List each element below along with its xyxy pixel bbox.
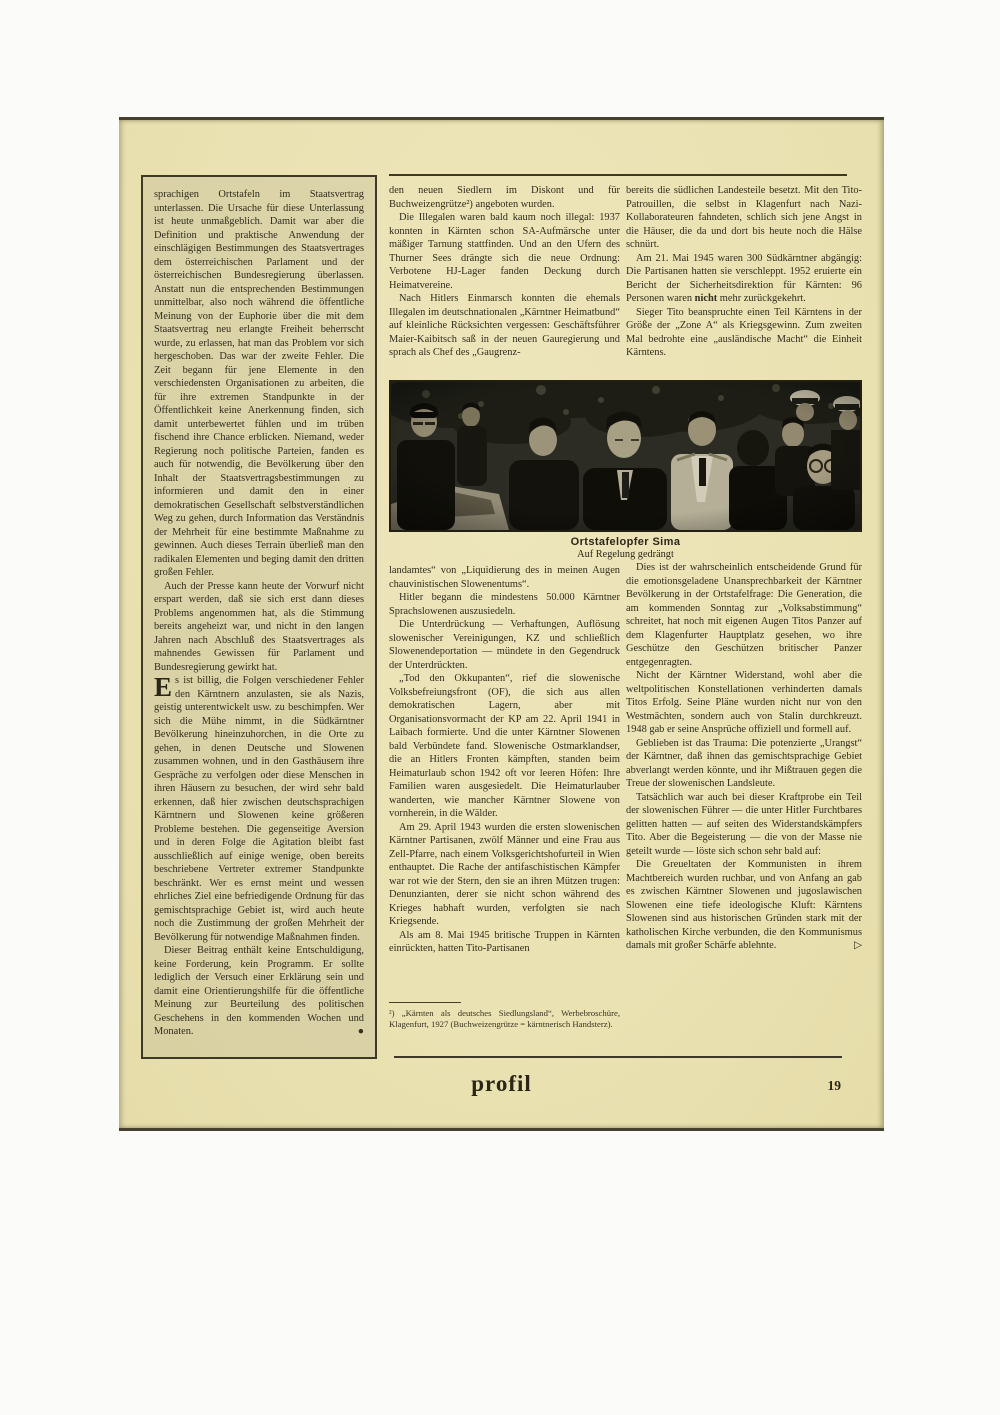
paragraph: Die Greueltaten der Kommunisten in ihrem Machtbereich wurden ruchbar, und von Anfang an gab es zwischen Kärntner Slowenen und jugoslawischen Slowenen eine tiefe ideologische Kluft: Kärntens Slowenen sind aus historischen Gründen stark mit der katholischen Kirche verbunden, die den Kommunismus damals mit großer Schärfe ablehnte. ▷ (626, 859, 862, 951)
middle-column-upper (389, 184, 620, 360)
boxed-article-column (141, 175, 377, 1059)
paragraph: Dieser Beitrag enthält keine Entschuldigung, keine Forderung, kein Programm. Er sollte lediglich der Versuch einer Erklärung sein und damit eine Orientierungshilfe für die öffentliche Meinung zur Beurteilung des politischen Geschehens in den kommenden Wochen und Monaten. ● (154, 945, 364, 1037)
paragraph: den neuen Siedlern im Diskont und für Buchweizengrütze²) angeboten wurden. (389, 185, 620, 210)
paragraph: Es ist billig, die Folgen verschiedener Fehler den Kärntnern anzulasten, sie als Nazis, geistig unterentwickelt usw. zu beschimpfen. Wer sich die Mühe nimmt, in die Südkärntner Bevölkerung hineinzuhorchen, in die Orte zu gehen, in denen Deutsche und Slowenen zusammen wohnen, und in den Gasthäusern ihre Gespräche zu verfolgen oder diese Menschen in ihren Häusern zu besuchen, der wird sehr bald erkennen, daß hier zwischen deutschsprachigen Kärntnern und Slowenen keine größeren Probleme bestehen. Die gegenseitige Aversion und in deren Folge die Agitation bleibt fast ausschließlich auf einige wenige, oben bereits beschriebene Vertreter extremer Standpunkte beschränkt. Wer es ernst meint und wessen ehrliches Ziel eine befriedigende Ordnung für das gemischtsprachige Gebiet ist, wird auch heute noch die Zustimmung der großen Mehrheit der Bevölkerung für notwendige Maßnahmen finden. (154, 672, 364, 943)
right-column-upper (626, 184, 862, 360)
paragraph: „Tod den Okkupanten“, rief die slowenische Volksbefreiungsfront (OF), die sich aus allen demokratischen Lagern, aber mit Organisationsvormacht der KP am 22. April 1941 in Laibach formierte. Und die unter Kärntner Slowenen bald Verbündete fand. Slowenische Ostmarklandser, die an Hitlers Fronten kämpften, standen beim Heimaturlaub schon 1942 oft vor leeren Höfen: Ihre Familien waren ausgesiedelt. Die Heimaturlauber wanderten, wie mancher Kärntner Slowene von vornherein, in die Wälder. (389, 673, 620, 819)
paragraph-end-mark: ▷ (854, 940, 862, 951)
middle-column-lower (389, 564, 620, 996)
paragraph: Die Illegalen waren bald kaum noch illegal: 1937 konnten in Kärnten schon SA-Aufmärsche unter mäßiger Tarnung stattfinden. Und an den Ufern des Thurner Sees drängte sich die neue Ordnung: Verbotene HJ-Lager fanden Deckung durch Heimatvereine. (389, 212, 620, 291)
crowd-photo-art (391, 382, 860, 530)
paragraph: landamtes“ von „Liquidierung des in meinen Augen chauvinistischen Slowenentums“. (389, 565, 620, 590)
right-column-lower (626, 561, 862, 1053)
paragraph: sprachigen Ortstafeln im Staatsvertrag unterlassen. Die Ursache für diese Unterlassung ist heute unmaßgeblich. Damit war aber die Definition und praktische Anwendung der einschlägigen Bestimmungen des Staatsvertrages dem österreichischen Parlament und der österreichischen Bundesregierung überlassen. Anstatt nun die entsprechenden Bestimmungen unmittelbar, also noch während die öffentliche Meinung von der Euphorie über die mit dem Staatsvertrag neu erlangte Freiheit beherrscht wurde, zu erlassen, hat man das Problem vor sich hergeschoben. Das war der zweite Fehler. Die Zeit begann für jene Elemente in den verschiedensten Organisationen zu arbeiten, die für ihre extremen Standpunkte in der Öffentlichkeit keine Anerkennung finden, sich damit unterbewertet fühlen und im trüben fischend ihre Chance erblicken. Niemand, weder Regierung noch politische Parteien, fanden es auch für notwendig, die Bevölkerung über den Inhalt der Staatsvertragsbestimmungen zu informieren und damit den in einer demokratischen Gesellschaft selbstverständlichen Weg zu gehen, durch Information das Verständnis der Mehrheit für eine bestimmte Maßnahme zu gewinnen. Auch dieses Terrain überließ man den radikalen Elementen und beging damit den dritten großen Fehler. (154, 189, 364, 578)
paragraph: Als am 8. Mai 1945 britische Truppen in Kärnten einrückten, hatten Tito-Partisanen (389, 929, 620, 954)
page-number: 19 (827, 1078, 841, 1093)
paragraph: Tatsächlich war auch bei dieser Kraftprobe ein Teil der slowenischen Führer — die unter Hitler Furchtbares gelitten hatten — auf seiten des Widerstandskämpfers Tito. Aber die Begeisterung — die von der Masse nie geteilt wurde — löste sich schon sehr bald auf: (626, 791, 862, 857)
footnote-divider (389, 1002, 461, 1003)
crowd-photo (389, 380, 862, 532)
drop-cap: E (154, 672, 173, 702)
magazine-logo: profil (471, 1071, 532, 1096)
paragraph: bereits die südlichen Landesteile besetzt. Mit den Tito-Patrouillen, die selbst in Klagenfurt nach Nazi-Kollaborateuren fahndeten, schlich sich jene Angst in die Häuser, die da und dort bis heute noch die Hälse schnürt. (626, 185, 862, 250)
paragraph: Auch der Presse kann heute der Vorwurf nicht erspart werden, daß sie sich erst dann dieses Problems angenommen hat, als die Stimmung bereits angeheizt war, und nicht in den langen Jahren nach Abschluß des Staatsvertrages als mahnendes Gewissen für Parlament und Bundesregierung gewirkt hat. (154, 580, 364, 673)
paragraph: Nach Hitlers Einmarsch konnten die ehemals Illegalen im deutschnationalen „Kärntner Heimatbund“ auf kleinliche Rücksichten vergessen: Geschäftsführer Maier-Kaibitsch saß in der neuen Gauregierung und sprach als Chef des „Gaugrenz- (389, 293, 620, 358)
column-top-divider (389, 174, 847, 176)
paragraph: Die Unterdrückung — Verhaftungen, Auflösung slowenischer Vereinigungen, KZ und schließlich Slowenendeportation — mündete in den Gegendruck der Unterdrückten. (389, 619, 620, 671)
footer-divider (394, 1056, 842, 1058)
paragraph: Geblieben ist das Trauma: Die potenzierte „Urangst“ der Kärntner, daß ihnen das gemischtsprachige Gebiet abverlangt werden könnte, und ihr Mißtrauen gegen die Treue der slowenischen Landsleute. (626, 737, 862, 789)
footnote: ²) „Kärnten als deutsches Siedlungsland“, Werbebroschüre, Klagenfurt, 1927 (Buchweizengrütze = kärntnerisch Handsterz). (389, 1008, 620, 1029)
paragraph: Hitler begann die mindestens 50.000 Kärntner Sprachslowenen auszusiedeln. (389, 592, 620, 617)
photo-caption-subtitle: Auf Regelung gedrängt (577, 549, 674, 560)
paragraph: Nicht der Kärntner Widerstand, wohl aber die weltpolitischen Konstellationen verhinderten damals Titos Erfolg. Seine Pläne wurden nicht nur von den Westmächten, sondern auch von Stalin durchkreuzt. 1948 gab er seine Ansprüche offiziell und formell auf. (626, 670, 862, 735)
photo-caption-title: Ortstafelopfer Sima (570, 536, 681, 548)
paragraph: Am 21. Mai 1945 waren 300 Südkärntner abgängig: Die Partisanen hatten sie verschleppt. 1952 eruierte ein Bericht der Sicherheitsdirektion für Kärnten: 96 Personen waren nicht mehr zurückgekehrt. (626, 252, 862, 304)
paragraph: Am 29. April 1943 wurden die ersten slowenischen Kärntner Partisanen, zwölf Männer und eine Frau aus Zell-Pfarre, nach einem Volksgerichtshofurteil in Wien enthauptet. Die Rache der antifaschistischen Kämpfer war rot wie der Stern, den sie an ihren Mützen trugen: Denunzianten, derer sie nicht schon während des Krieges habhaft wurden, verfolgten sie nach Kriegsende. (389, 821, 620, 927)
paragraph: Sieger Tito beanspruchte einen Teil Kärntens in der Größe der „Zone A“ als Kriegsgewinn. Zum zweiten Mal bedrohte eine „ausländische Macht“ die Einheit Kärntens. (626, 306, 862, 358)
paragraph-end-mark: ● (357, 1026, 364, 1037)
photo-caption (389, 536, 862, 560)
paragraph: Dies ist der wahrscheinlich entscheidende Grund für die emotionsgeladene Unansprechbarkeit der Kärntner Bevölkerung in der Ortstafelfrage: Die Generation, die am kommenden Sonntag zur „Volksabstimmung“ schreitet, hat noch mit eigenen Augen Titos Panzer auf dem Klagenfurter Hauptplatz gesehen, wo ihre Geschütze den Geschützen britischer Panzer entgegenragten. (626, 562, 862, 668)
magazine-page (119, 117, 884, 1131)
